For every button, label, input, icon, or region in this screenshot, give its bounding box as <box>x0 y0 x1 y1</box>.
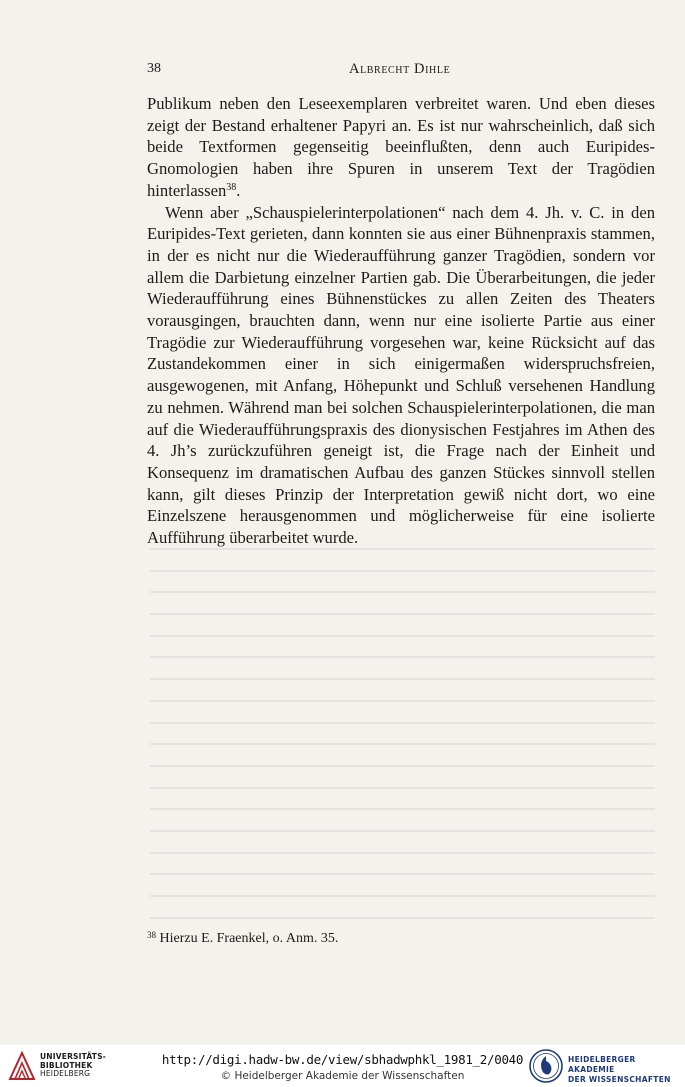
copyright-notice: © Heidelberger Akademie der Wissenschaften <box>220 1070 465 1082</box>
paragraph-2: Wenn aber „Schauspielerinterpolationen“ nach dem 4. Jh. v. C. in den Euripides-Text gerieten, dann konnten sie aus einer Bühnenpraxis stammen, in der es nicht nur die Wiederaufführung ganzer Tragödien, sondern vor allem die Darbietung einzelner Partien gab. Die Überarbeitungen, die jeder Wiederaufführung eines Bühnenstückes zu allen Zeiten des Theaters vorausgingen, brauchten dann, wenn nur eine isolierte Partie aus einer Tragödie zur Wiederaufführung vorgesehen war, keine Rücksicht auf das Zustandekommen einer in sich einigermaßen widerspruchsfreien, ausgewogenen, mit Anfang, Höhepunkt und Schluß versehenen Handlung zu nehmen. Während man bei solchen Schauspielerinterpolationen, die man auf die Wiederaufführungspraxis des dionysischen Festjahres im Athen des 4. Jh’s zurückzuführen geneigt ist, die Frage nach der Einheit und Konsequenz im dramatischen Aufbau des ganzen Stückes sinnvoll stellen kann, gilt dieses Prinzip der Interpretation gewiß nicht dort, wo eine Einzelszene herausgenommen und möglicherweise für eine isolierte Aufführung überarbeitet wurde. <box>147 202 655 548</box>
footnote-number: 38 <box>147 930 156 940</box>
paragraph-1-end: . <box>236 180 241 200</box>
paragraph-1-text: Publikum neben den Leseexemplaren verbreitet waren. Und eben dieses zeigt der Bestand erhaltener Papyri an. Es ist nur wahrscheinlich, daß sich beide Textformen gegenseitig beeinflußten, denn auch Euripides-Gnomologien haben ihre Spuren in unserem Text der Tragödien hinterlassen <box>147 94 655 200</box>
footnote-text: Hierzu E. Fraenkel, o. Anm. 35. <box>159 931 339 946</box>
paragraph-1 <box>147 93 655 202</box>
footnote <box>147 931 338 947</box>
bleed-through-shadow <box>150 548 655 928</box>
library-city: HEIDELBERG <box>40 1069 91 1078</box>
academy-name-line1: HEIDELBERGER AKADEMIE <box>568 1055 636 1074</box>
academy-seal-icon[interactable] <box>529 1048 563 1084</box>
page-number: 38 <box>147 61 161 76</box>
viewer-footer <box>0 1045 685 1087</box>
library-name-line1: UNIVERSITÄTS- <box>40 1052 107 1061</box>
footnote-ref-38: 38 <box>226 181 237 193</box>
main-text <box>147 93 655 549</box>
academy-name[interactable] <box>568 1055 685 1085</box>
academy-name-line2: DER WISSENSCHAFTEN <box>568 1075 671 1084</box>
library-name-line2: BIBLIOTHEK <box>40 1060 93 1070</box>
running-head-author: Albrecht Dihle <box>349 61 451 77</box>
permalink-url[interactable]: http://digi.hadw-bw.de/view/sbhadwphkl_1981_2/0040 <box>161 1052 524 1067</box>
running-head <box>147 61 655 81</box>
